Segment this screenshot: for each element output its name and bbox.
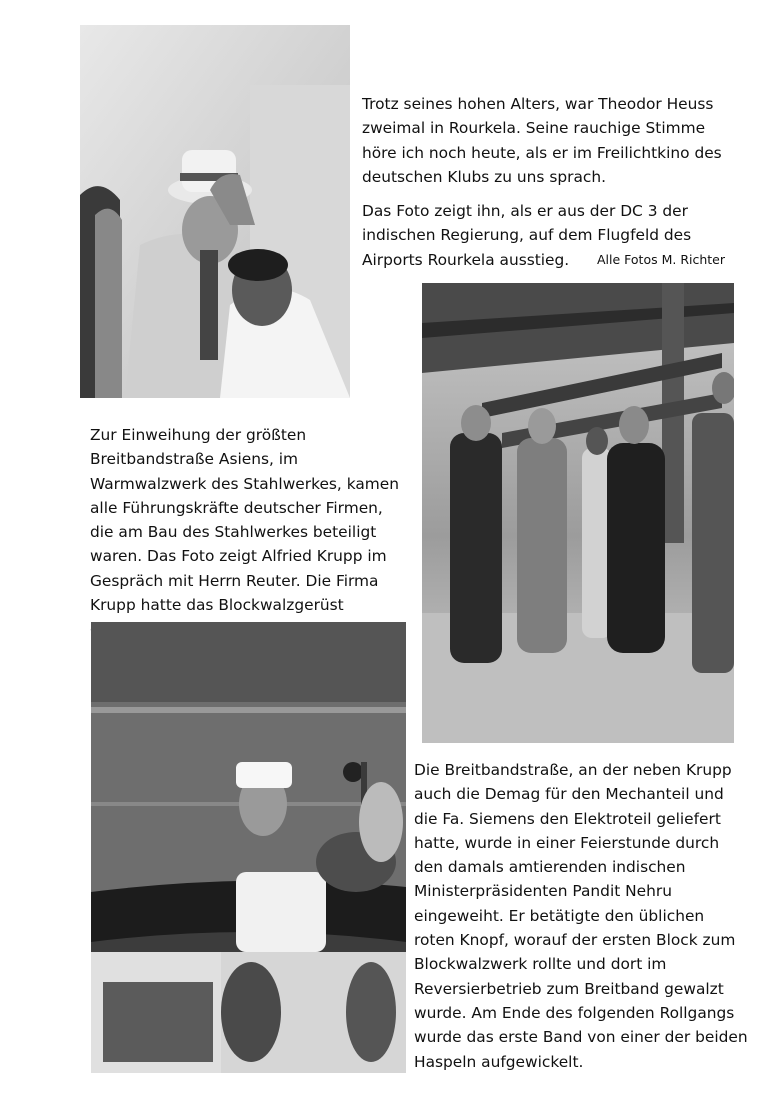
- caption-heuss: [362, 92, 742, 272]
- photo-heuss-aircraft: [80, 25, 350, 398]
- caption-nehru: [414, 758, 748, 1074]
- caption-krupp: [90, 423, 408, 642]
- paragraph: Trotz seines hohen Alters, war Theodor Heuss zweimal in Rourkela. Seine rauchige Stimme höre ich noch heute, als er im Freilichtkino des deutschen Klubs zu uns sprach.: [362, 95, 722, 186]
- paragraph: Zur Einweihung der größten Breitbandstraße Asiens, im Warmwalzwerk des Stahlwerkes, kamen alle Führungskräfte deutscher Firmen, die am Bau des Stahlwerkes beteiligt waren. Das Foto zeigt Alfried Krupp im Gespräch mit Herrn Reuter. Die Firma Krupp hatte das Blockwalzgerüst: [90, 426, 399, 615]
- photo-krupp-steelworks: [422, 283, 734, 743]
- photo-credit: Alle Fotos M. Richter: [597, 252, 726, 267]
- paragraph: Das Foto zeigt ihn, als er aus der DC 3 der indischen Regierung, auf dem Flugfeld des Airports Rourkela ausstieg.: [362, 202, 692, 269]
- paragraph: Die Breitbandstraße, an der neben Krupp auch die Demag für den Mechanteil und die Fa. Siemens den Elektroteil geliefert hatte, wurde in einer Feierstunde durch den damals amtierenden indischen Ministerpräsidenten Pandit Nehru eingeweiht. Er betätigte den üblichen roten Knopf, worauf der ersten Block zum Blockwalzwerk rollte und dort im Reversierbetrieb zum Breitband gewalzt wurde. Am Ende des folgenden Rollgangs wurde das erste Band von einer der beiden Haspeln aufgewickelt.: [414, 761, 748, 1071]
- photo-nehru-ceremony: [91, 622, 406, 1073]
